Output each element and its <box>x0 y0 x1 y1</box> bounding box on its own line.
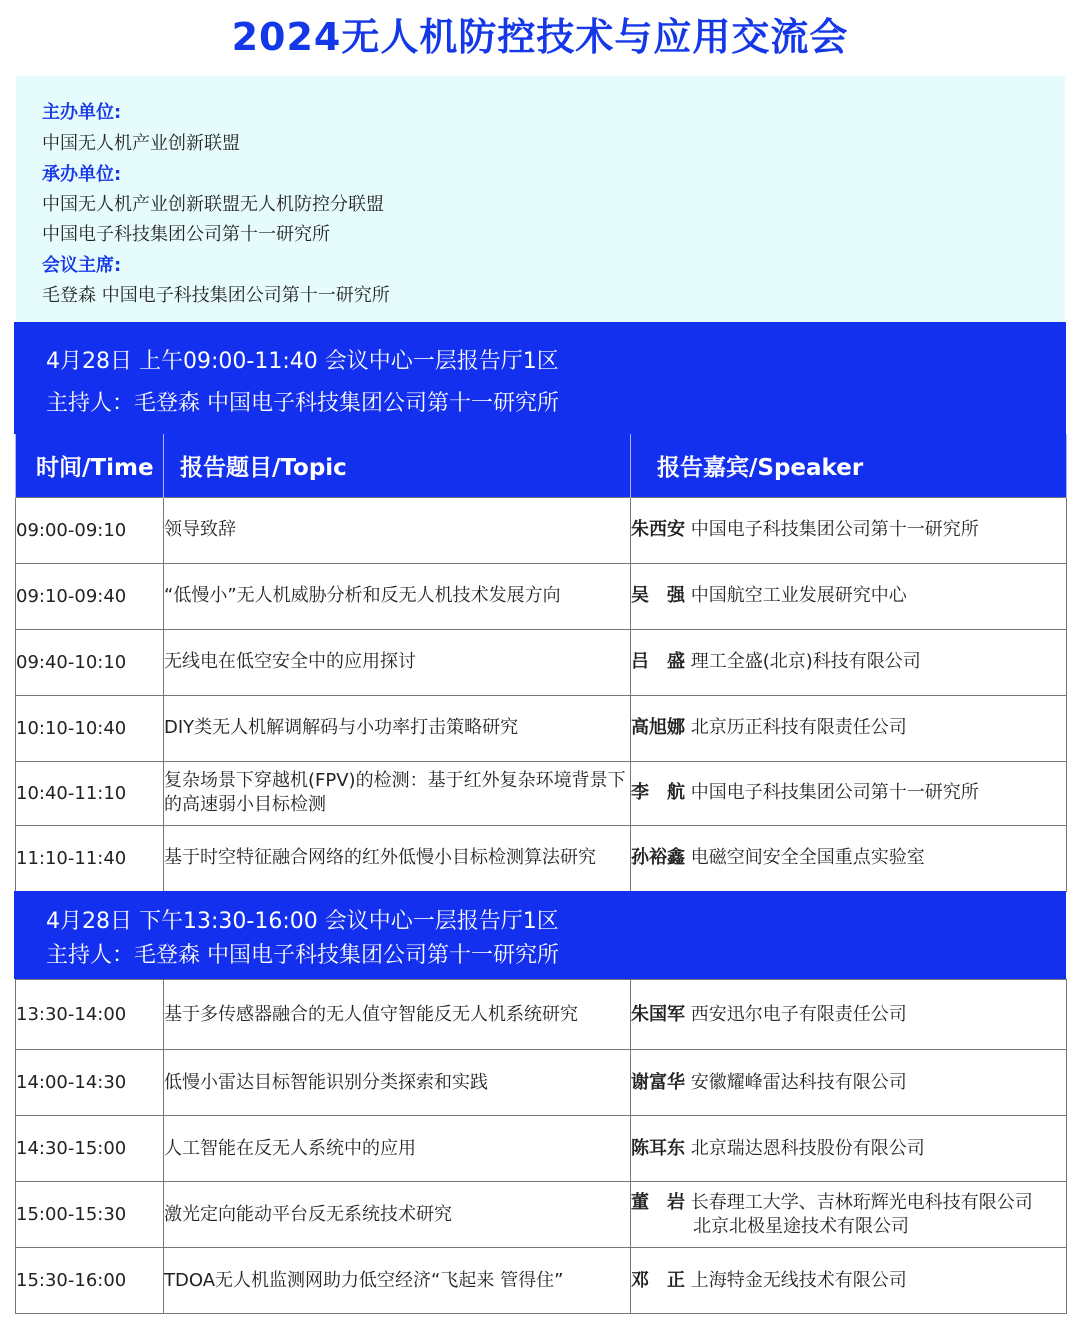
table-row <box>16 629 1067 695</box>
speaker-name: 孙裕鑫 <box>631 847 685 868</box>
row-speaker <box>631 1182 1067 1248</box>
chair-value: 毛登森 中国电子科技集团公司第十一研究所 <box>42 285 390 306</box>
row-speaker <box>631 980 1067 1050</box>
speaker-institution: 中国航空工业发展研究中心 <box>690 585 907 606</box>
row-time: 13:30-14:00 <box>16 980 164 1050</box>
row-speaker <box>631 825 1067 891</box>
morning-schedule-table <box>15 434 1067 892</box>
morning-session-time: 4月28日 上午09:00-11:40 会议中心一层报告厅1区 <box>46 349 559 374</box>
row-topic: 激光定向能动平台反无系统技术研究 <box>164 1182 631 1248</box>
row-topic: 复杂场景下穿越机(FPV)的检测：基于红外复杂环境背景下的高速弱小目标检测 <box>164 761 631 825</box>
speaker-name: 朱西安 <box>631 519 685 540</box>
afternoon-schedule-table <box>15 979 1067 1314</box>
row-topic: 基于多传感器融合的无人值守智能反无人机系统研究 <box>164 980 631 1050</box>
row-topic: 无线电在低空安全中的应用探讨 <box>164 629 631 695</box>
row-topic: 低慢小雷达目标智能识别分类探索和实践 <box>164 1050 631 1116</box>
speaker-institution: 安徽耀峰雷达科技有限公司 <box>690 1071 907 1093</box>
speaker-institution: 西安迅尔电子有限责任公司 <box>690 1003 907 1025</box>
speaker-institution: 上海特金无线技术有限公司 <box>690 1269 907 1291</box>
host-label: 主办单位: <box>42 102 122 123</box>
row-time: 14:00-14:30 <box>16 1050 164 1116</box>
row-topic: “低慢小”无人机威胁分析和反无人机技术发展方向 <box>164 563 631 629</box>
speaker-institution: 北京瑞达恩科技股份有限公司 <box>690 1137 925 1159</box>
organizer-box <box>16 76 1065 322</box>
speaker-institution: 理工全盛(北京)科技有限公司 <box>690 651 921 672</box>
speaker-name: 吕 盛 <box>631 651 685 672</box>
row-time: 11:10-11:40 <box>16 825 164 891</box>
table-row <box>16 497 1067 563</box>
row-speaker <box>631 1116 1067 1182</box>
table-row <box>16 1248 1067 1314</box>
host-value: 中国无人机产业创新联盟 <box>42 133 240 154</box>
row-time: 09:10-09:40 <box>16 563 164 629</box>
speaker-name: 谢富华 <box>631 1071 685 1093</box>
speaker-name: 董 岩 <box>631 1191 685 1213</box>
speaker-institution: 中国电子科技集团公司第十一研究所 <box>690 519 979 540</box>
morning-session-banner <box>14 322 1066 434</box>
speaker-institution: 长春理工大学、吉林珩辉光电科技有限公司 <box>690 1191 1033 1213</box>
table-row <box>16 695 1067 761</box>
speaker-name: 陈耳东 <box>631 1137 685 1159</box>
row-speaker <box>631 695 1067 761</box>
row-time: 10:10-10:40 <box>16 695 164 761</box>
speaker-institution-2: 北京北极星途技术有限公司 <box>693 1215 909 1237</box>
row-topic: TDOA无人机监测网助力低空经济“飞起来 管得住” <box>164 1248 631 1314</box>
row-time: 10:40-11:10 <box>16 761 164 825</box>
row-speaker <box>631 563 1067 629</box>
speaker-name: 朱国军 <box>631 1003 685 1025</box>
column-header-time: 时间/Time <box>16 434 164 497</box>
row-time: 09:00-09:10 <box>16 497 164 563</box>
co-organizer-2: 中国电子科技集团公司第十一研究所 <box>42 224 330 245</box>
speaker-institution: 中国电子科技集团公司第十一研究所 <box>690 782 979 803</box>
speaker-name: 高旭娜 <box>631 717 685 738</box>
row-time: 09:40-10:10 <box>16 629 164 695</box>
table-row <box>16 1050 1067 1116</box>
morning-session-host: 主持人：毛登森 中国电子科技集团公司第十一研究所 <box>46 391 559 416</box>
page-title: 2024无人机防控技术与应用交流会 <box>231 15 849 59</box>
co-organizer-1: 中国无人机产业创新联盟无人机防控分联盟 <box>42 194 384 215</box>
row-time: 14:30-15:00 <box>16 1116 164 1182</box>
row-topic: 人工智能在反无人系统中的应用 <box>164 1116 631 1182</box>
row-speaker <box>631 1050 1067 1116</box>
afternoon-session-banner <box>14 891 1066 979</box>
column-header-speaker: 报告嘉宾/Speaker <box>631 434 1067 497</box>
column-header-topic: 报告题目/Topic <box>164 434 631 497</box>
row-speaker <box>631 1248 1067 1314</box>
row-speaker <box>631 497 1067 563</box>
speaker-name: 李 航 <box>631 782 685 803</box>
row-topic: 领导致辞 <box>164 497 631 563</box>
row-time: 15:30-16:00 <box>16 1248 164 1314</box>
table-row <box>16 1116 1067 1182</box>
row-speaker <box>631 761 1067 825</box>
row-speaker <box>631 629 1067 695</box>
speaker-name: 邓 正 <box>631 1269 685 1291</box>
table-row <box>16 563 1067 629</box>
co-organizer-label: 承办单位: <box>42 164 122 185</box>
table-row <box>16 1182 1067 1248</box>
speaker-institution: 北京历正科技有限责任公司 <box>690 717 907 738</box>
table-row <box>16 825 1067 891</box>
table-row <box>16 980 1067 1050</box>
afternoon-session-time: 4月28日 下午13:30-16:00 会议中心一层报告厅1区 <box>46 909 559 934</box>
row-topic: 基于时空特征融合网络的红外低慢小目标检测算法研究 <box>164 825 631 891</box>
row-time: 15:00-15:30 <box>16 1182 164 1248</box>
speaker-institution: 电磁空间安全全国重点实验室 <box>690 847 925 868</box>
table-row <box>16 761 1067 825</box>
row-topic: DIY类无人机解调解码与小功率打击策略研究 <box>164 695 631 761</box>
afternoon-session-host: 主持人：毛登森 中国电子科技集团公司第十一研究所 <box>46 943 559 968</box>
speaker-name: 吴 强 <box>631 585 685 606</box>
chair-label: 会议主席: <box>42 255 122 276</box>
table-header <box>16 434 1067 497</box>
